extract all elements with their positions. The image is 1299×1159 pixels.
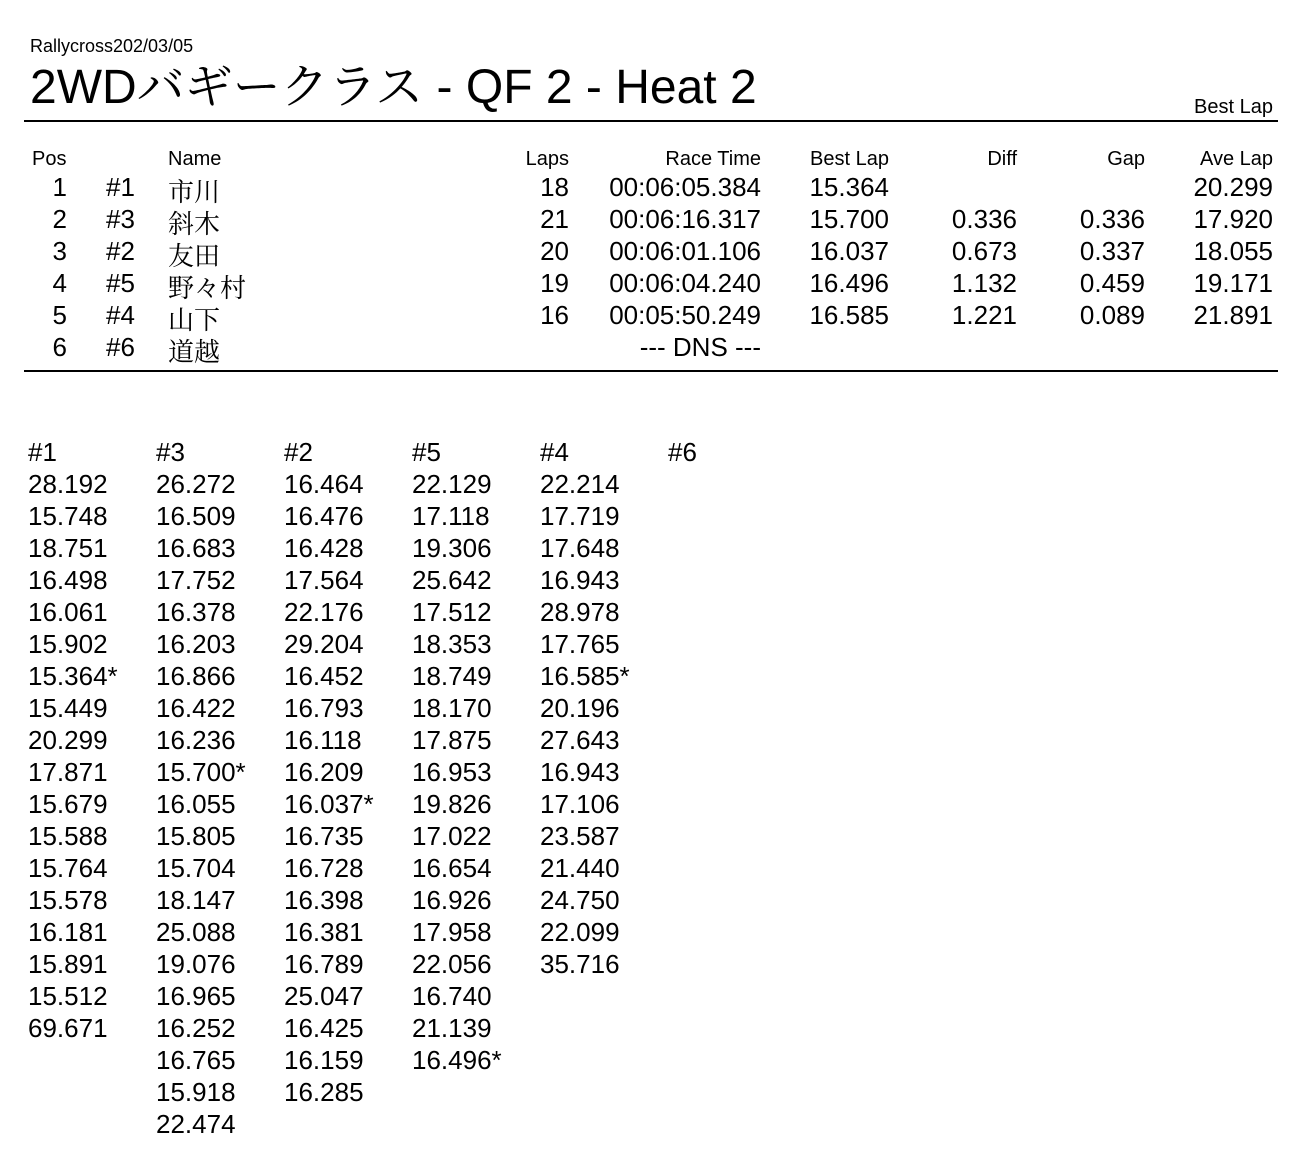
lap-time: 16.381 <box>284 917 364 947</box>
lap-time: 16.378 <box>156 597 236 627</box>
lap-time: 16.953 <box>412 757 492 787</box>
lap-time: 17.765 <box>540 629 620 659</box>
lap-column <box>156 436 284 1140</box>
row-gap: 0.089 <box>1079 300 1145 330</box>
page-title: 2WDバギークラス - QF 2 - Heat 2 <box>30 61 757 114</box>
lap-column <box>28 436 156 1044</box>
row-gap: 0.459 <box>1079 268 1145 298</box>
lap-time: 35.716 <box>540 949 620 979</box>
row-diff: 1.132 <box>951 268 1017 298</box>
lap-time: 16.735 <box>284 821 364 851</box>
lap-time: 15.902 <box>28 629 108 659</box>
lap-time: 22.056 <box>412 949 492 979</box>
lap-time: 16.509 <box>156 501 236 531</box>
row-ave-lap: 20.299 <box>1193 172 1273 202</box>
lap-time: 15.449 <box>28 693 108 723</box>
lap-time: 69.671 <box>28 1013 108 1043</box>
row-driver-name: 斜木 <box>168 209 221 239</box>
row-laps: 21 <box>540 204 569 234</box>
lap-time: 16.159 <box>284 1045 364 1075</box>
lap-time: 16.866 <box>156 661 236 691</box>
col-header-ave-lap: Ave Lap <box>1199 148 1273 170</box>
lap-column <box>284 436 412 1108</box>
row-pos: 1 <box>52 172 67 202</box>
lap-time: 16.428 <box>284 533 364 563</box>
lap-time: 16.683 <box>156 533 236 563</box>
lap-time: 15.805 <box>156 821 236 851</box>
col-header-best-lap: Best Lap <box>810 148 889 170</box>
col-header-gap: Gap <box>1107 148 1145 170</box>
lap-time: 16.498 <box>28 565 108 595</box>
lap-time: 16.398 <box>284 885 364 915</box>
row-pos: 2 <box>52 204 67 234</box>
col-header-pos: Pos <box>32 148 67 170</box>
row-laps: 20 <box>540 236 569 266</box>
lap-time: 17.118 <box>412 501 490 531</box>
row-race-time: 00:06:01.106 <box>609 236 761 266</box>
row-car-number: #5 <box>106 268 135 298</box>
lap-time: 20.196 <box>540 693 620 723</box>
lap-time: 21.139 <box>412 1013 492 1043</box>
lap-time: 19.826 <box>412 789 492 819</box>
lap-time: 22.129 <box>412 469 492 499</box>
row-car-number: #2 <box>106 236 135 266</box>
lap-time: 25.047 <box>284 981 364 1011</box>
row-pos: 4 <box>52 268 67 298</box>
lap-time: 15.679 <box>28 789 108 819</box>
row-gap: 0.337 <box>1079 236 1145 266</box>
lap-time: 16.943 <box>540 565 620 595</box>
lap-time: 18.353 <box>412 629 492 659</box>
row-best-lap: 16.037 <box>809 236 889 266</box>
lap-time: 17.871 <box>28 757 108 787</box>
lap-time: 17.648 <box>540 533 620 563</box>
row-car-number: #4 <box>106 300 135 330</box>
lap-time: 16.740 <box>412 981 492 1011</box>
row-driver-name: 友田 <box>168 241 221 271</box>
lap-time: 16.118 <box>284 725 362 755</box>
lap-time: 19.076 <box>156 949 236 979</box>
lap-time: 19.306 <box>412 533 492 563</box>
lap-column-car-number: #1 <box>28 437 57 467</box>
row-diff: 0.673 <box>951 236 1017 266</box>
lap-time: 15.748 <box>28 501 108 531</box>
lap-column <box>540 436 668 980</box>
row-laps: 16 <box>540 300 569 330</box>
lap-time: 18.170 <box>412 693 492 723</box>
lap-time: 16.965 <box>156 981 236 1011</box>
lap-time: 15.918 <box>156 1077 236 1107</box>
lap-column <box>412 436 540 1076</box>
lap-time: 16.728 <box>284 853 364 883</box>
lap-time: 16.464 <box>284 469 364 499</box>
row-laps: 18 <box>540 172 569 202</box>
col-header-race-time: Race Time <box>665 148 761 170</box>
row-ave-lap: 18.055 <box>1193 236 1273 266</box>
lap-time: 17.719 <box>540 501 620 531</box>
lap-time: 29.204 <box>284 629 364 659</box>
lap-time: 17.512 <box>412 597 492 627</box>
lap-time: 16.285 <box>284 1077 364 1107</box>
lap-time: 16.055 <box>156 789 236 819</box>
lap-time: 25.088 <box>156 917 236 947</box>
row-diff: 1.221 <box>951 300 1017 330</box>
best-lap-tag: Best Lap <box>1194 96 1273 118</box>
lap-time: 16.926 <box>412 885 492 915</box>
lap-time: 22.214 <box>540 469 620 499</box>
top-rule <box>24 120 1278 122</box>
row-race-time: --- DNS --- <box>639 332 761 362</box>
lap-column-car-number: #2 <box>284 437 313 467</box>
lap-time: 16.496* <box>412 1045 502 1075</box>
row-race-time: 00:06:04.240 <box>609 268 761 298</box>
lap-time: 15.588 <box>28 821 108 851</box>
lap-time: 16.585* <box>540 661 630 691</box>
lap-column-car-number: #6 <box>668 437 697 467</box>
lap-time: 16.252 <box>156 1013 236 1043</box>
lap-time: 28.978 <box>540 597 620 627</box>
lap-time: 16.425 <box>284 1013 364 1043</box>
lap-time: 28.192 <box>28 469 108 499</box>
lap-time: 17.564 <box>284 565 364 595</box>
row-race-time: 00:06:05.384 <box>609 172 761 202</box>
lap-time: 16.793 <box>284 693 364 723</box>
row-best-lap: 15.364 <box>809 172 889 202</box>
col-header-laps: Laps <box>525 148 569 170</box>
lap-time: 17.958 <box>412 917 492 947</box>
lap-time: 17.106 <box>540 789 620 819</box>
lap-time: 15.578 <box>28 885 108 915</box>
lap-time: 22.474 <box>156 1109 236 1139</box>
row-race-time: 00:05:50.249 <box>609 300 761 330</box>
lap-time: 26.272 <box>156 469 236 499</box>
lap-time: 16.943 <box>540 757 620 787</box>
lap-time: 18.147 <box>156 885 236 915</box>
row-pos: 5 <box>52 300 67 330</box>
lap-time: 18.749 <box>412 661 492 691</box>
lap-time: 20.299 <box>28 725 108 755</box>
lap-time: 16.452 <box>284 661 364 691</box>
lap-time: 23.587 <box>540 821 620 851</box>
lap-time: 16.181 <box>28 917 108 947</box>
row-best-lap: 16.496 <box>809 268 889 298</box>
row-best-lap: 15.700 <box>809 204 889 234</box>
lap-time: 24.750 <box>540 885 620 915</box>
lap-time: 15.364* <box>28 661 118 691</box>
lap-time: 16.203 <box>156 629 236 659</box>
lap-time: 17.752 <box>156 565 236 595</box>
col-header-name: Name <box>168 148 222 170</box>
row-car-number: #1 <box>106 172 135 202</box>
lap-time: 16.422 <box>156 693 236 723</box>
lap-time: 21.440 <box>540 853 620 883</box>
lap-column-car-number: #4 <box>540 437 569 467</box>
lap-time: 16.765 <box>156 1045 236 1075</box>
row-car-number: #3 <box>106 204 135 234</box>
row-race-time: 00:06:16.317 <box>609 204 761 234</box>
row-driver-name: 山下 <box>168 305 221 335</box>
col-header-diff: Diff <box>987 148 1017 170</box>
lap-time: 16.209 <box>284 757 364 787</box>
lap-time: 15.512 <box>28 981 108 1011</box>
lap-column <box>668 436 796 468</box>
lap-time: 15.891 <box>28 949 108 979</box>
lap-time: 27.643 <box>540 725 620 755</box>
lap-time: 22.099 <box>540 917 620 947</box>
row-ave-lap: 19.171 <box>1193 268 1273 298</box>
lap-column-car-number: #3 <box>156 437 185 467</box>
lap-time: 25.642 <box>412 565 492 595</box>
lap-time: 16.654 <box>412 853 492 883</box>
row-driver-name: 野々村 <box>168 273 247 303</box>
race-subtitle: Rallycross202/03/05 <box>30 36 194 56</box>
row-car-number: #6 <box>106 332 135 362</box>
lap-time: 15.764 <box>28 853 108 883</box>
row-diff: 0.336 <box>951 204 1017 234</box>
row-driver-name: 道越 <box>168 337 221 367</box>
lap-time: 17.875 <box>412 725 492 755</box>
lap-time: 22.176 <box>284 597 364 627</box>
row-pos: 6 <box>52 332 67 362</box>
lap-time: 18.751 <box>28 533 108 563</box>
lap-time: 15.704 <box>156 853 236 883</box>
lap-time: 17.022 <box>412 821 492 851</box>
lap-time: 16.476 <box>284 501 364 531</box>
row-driver-name: 市川 <box>168 177 221 207</box>
lap-time: 16.037* <box>284 789 374 819</box>
row-pos: 3 <box>52 236 67 266</box>
row-ave-lap: 21.891 <box>1193 300 1273 330</box>
row-gap: 0.336 <box>1079 204 1145 234</box>
lap-time: 16.236 <box>156 725 236 755</box>
lap-time: 15.700* <box>156 757 246 787</box>
bottom-rule <box>24 370 1278 372</box>
row-laps: 19 <box>540 268 569 298</box>
row-ave-lap: 17.920 <box>1193 204 1273 234</box>
lap-time: 16.061 <box>28 597 108 627</box>
row-best-lap: 16.585 <box>809 300 889 330</box>
lap-column-car-number: #5 <box>412 437 441 467</box>
lap-time: 16.789 <box>284 949 364 979</box>
